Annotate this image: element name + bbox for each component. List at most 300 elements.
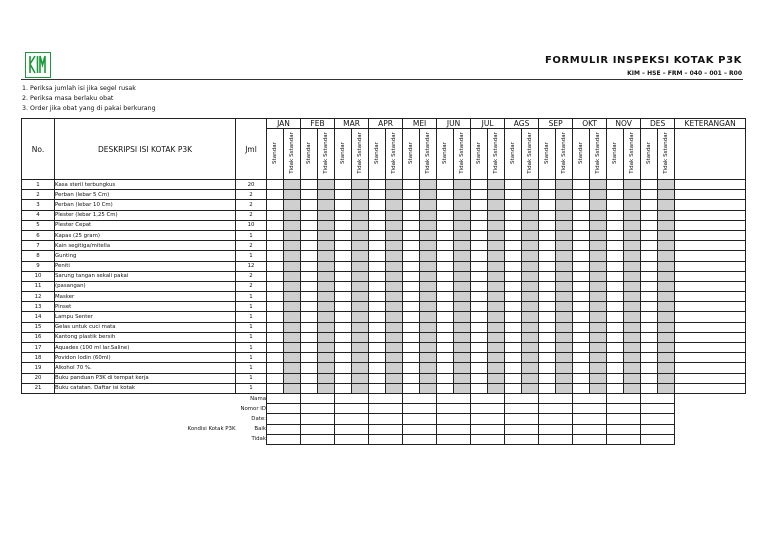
- check-cell-tidak-standar[interactable]: [590, 343, 607, 353]
- check-cell-tidak-standar[interactable]: [488, 281, 505, 291]
- check-cell-standar[interactable]: [641, 261, 658, 271]
- check-cell-tidak-standar[interactable]: [556, 292, 573, 302]
- check-cell-standar[interactable]: [335, 241, 352, 251]
- check-cell-tidak-standar[interactable]: [522, 271, 539, 281]
- check-cell-standar[interactable]: [471, 180, 488, 190]
- check-cell-tidak-standar[interactable]: [556, 363, 573, 373]
- check-cell-tidak-standar[interactable]: [420, 180, 437, 190]
- check-cell-standar[interactable]: [301, 261, 318, 271]
- check-cell-tidak-standar[interactable]: [420, 343, 437, 353]
- check-cell-standar[interactable]: [335, 261, 352, 271]
- check-cell-tidak-standar[interactable]: [386, 302, 403, 312]
- footer-input-cell[interactable]: [607, 434, 641, 444]
- check-cell-standar[interactable]: [539, 180, 556, 190]
- check-cell-standar[interactable]: [267, 220, 284, 230]
- check-cell-standar[interactable]: [607, 353, 624, 363]
- check-cell-standar[interactable]: [267, 332, 284, 342]
- check-cell-standar[interactable]: [607, 383, 624, 393]
- check-cell-tidak-standar[interactable]: [420, 353, 437, 363]
- check-cell-tidak-standar[interactable]: [488, 332, 505, 342]
- check-cell-tidak-standar[interactable]: [420, 281, 437, 291]
- footer-input-cell[interactable]: [607, 393, 641, 403]
- check-cell-standar[interactable]: [573, 363, 590, 373]
- check-cell-tidak-standar[interactable]: [284, 180, 301, 190]
- check-cell-tidak-standar[interactable]: [624, 363, 641, 373]
- check-cell-tidak-standar[interactable]: [556, 261, 573, 271]
- check-cell-tidak-standar[interactable]: [522, 312, 539, 322]
- check-cell-standar[interactable]: [267, 180, 284, 190]
- check-cell-standar[interactable]: [607, 332, 624, 342]
- check-cell-tidak-standar[interactable]: [454, 261, 471, 271]
- check-cell-standar[interactable]: [301, 210, 318, 220]
- keterangan-cell[interactable]: [675, 281, 746, 291]
- check-cell-standar[interactable]: [335, 332, 352, 342]
- keterangan-cell[interactable]: [675, 180, 746, 190]
- check-cell-tidak-standar[interactable]: [318, 373, 335, 383]
- check-cell-standar[interactable]: [437, 251, 454, 261]
- check-cell-tidak-standar[interactable]: [318, 343, 335, 353]
- check-cell-tidak-standar[interactable]: [522, 373, 539, 383]
- check-cell-tidak-standar[interactable]: [420, 200, 437, 210]
- check-cell-standar[interactable]: [369, 210, 386, 220]
- check-cell-standar[interactable]: [505, 353, 522, 363]
- check-cell-standar[interactable]: [301, 312, 318, 322]
- check-cell-tidak-standar[interactable]: [556, 383, 573, 393]
- footer-input-cell[interactable]: [403, 434, 437, 444]
- check-cell-standar[interactable]: [539, 190, 556, 200]
- keterangan-cell[interactable]: [675, 343, 746, 353]
- check-cell-tidak-standar[interactable]: [556, 343, 573, 353]
- check-cell-standar[interactable]: [267, 373, 284, 383]
- check-cell-tidak-standar[interactable]: [624, 180, 641, 190]
- check-cell-tidak-standar[interactable]: [488, 210, 505, 220]
- check-cell-standar[interactable]: [471, 210, 488, 220]
- check-cell-standar[interactable]: [573, 322, 590, 332]
- check-cell-tidak-standar[interactable]: [454, 200, 471, 210]
- footer-input-cell[interactable]: [471, 434, 505, 444]
- footer-input-cell[interactable]: [641, 414, 675, 424]
- check-cell-standar[interactable]: [301, 281, 318, 291]
- check-cell-standar[interactable]: [573, 281, 590, 291]
- check-cell-tidak-standar[interactable]: [420, 210, 437, 220]
- check-cell-standar[interactable]: [335, 230, 352, 240]
- footer-input-cell[interactable]: [437, 414, 471, 424]
- footer-input-cell[interactable]: [437, 434, 471, 444]
- check-cell-tidak-standar[interactable]: [284, 261, 301, 271]
- check-cell-standar[interactable]: [641, 383, 658, 393]
- footer-input-cell[interactable]: [301, 404, 335, 414]
- check-cell-standar[interactable]: [369, 322, 386, 332]
- check-cell-tidak-standar[interactable]: [488, 383, 505, 393]
- check-cell-standar[interactable]: [539, 383, 556, 393]
- keterangan-cell[interactable]: [675, 353, 746, 363]
- check-cell-tidak-standar[interactable]: [386, 281, 403, 291]
- check-cell-tidak-standar[interactable]: [284, 230, 301, 240]
- footer-input-cell[interactable]: [335, 393, 369, 403]
- check-cell-tidak-standar[interactable]: [590, 292, 607, 302]
- check-cell-tidak-standar[interactable]: [658, 230, 675, 240]
- check-cell-standar[interactable]: [471, 230, 488, 240]
- check-cell-standar[interactable]: [335, 312, 352, 322]
- keterangan-cell[interactable]: [675, 292, 746, 302]
- check-cell-standar[interactable]: [335, 292, 352, 302]
- check-cell-standar[interactable]: [301, 322, 318, 332]
- check-cell-tidak-standar[interactable]: [624, 251, 641, 261]
- check-cell-tidak-standar[interactable]: [488, 190, 505, 200]
- check-cell-tidak-standar[interactable]: [454, 251, 471, 261]
- check-cell-tidak-standar[interactable]: [488, 230, 505, 240]
- footer-input-cell[interactable]: [505, 434, 539, 444]
- check-cell-tidak-standar[interactable]: [284, 190, 301, 200]
- check-cell-tidak-standar[interactable]: [454, 241, 471, 251]
- check-cell-standar[interactable]: [335, 281, 352, 291]
- check-cell-standar[interactable]: [301, 383, 318, 393]
- check-cell-tidak-standar[interactable]: [658, 251, 675, 261]
- check-cell-tidak-standar[interactable]: [658, 271, 675, 281]
- keterangan-cell[interactable]: [675, 251, 746, 261]
- check-cell-standar[interactable]: [641, 180, 658, 190]
- check-cell-tidak-standar[interactable]: [590, 312, 607, 322]
- check-cell-tidak-standar[interactable]: [284, 200, 301, 210]
- check-cell-tidak-standar[interactable]: [556, 180, 573, 190]
- check-cell-tidak-standar[interactable]: [522, 383, 539, 393]
- footer-input-cell[interactable]: [437, 393, 471, 403]
- check-cell-tidak-standar[interactable]: [318, 292, 335, 302]
- check-cell-standar[interactable]: [437, 332, 454, 342]
- check-cell-standar[interactable]: [641, 210, 658, 220]
- check-cell-tidak-standar[interactable]: [488, 200, 505, 210]
- check-cell-standar[interactable]: [437, 353, 454, 363]
- check-cell-tidak-standar[interactable]: [488, 271, 505, 281]
- check-cell-tidak-standar[interactable]: [556, 241, 573, 251]
- keterangan-cell[interactable]: [675, 332, 746, 342]
- check-cell-standar[interactable]: [607, 200, 624, 210]
- footer-input-cell[interactable]: [573, 393, 607, 403]
- check-cell-tidak-standar[interactable]: [590, 261, 607, 271]
- footer-input-cell[interactable]: [607, 424, 641, 434]
- check-cell-tidak-standar[interactable]: [590, 373, 607, 383]
- footer-input-cell[interactable]: [335, 434, 369, 444]
- check-cell-tidak-standar[interactable]: [352, 383, 369, 393]
- check-cell-standar[interactable]: [539, 210, 556, 220]
- footer-input-cell[interactable]: [301, 434, 335, 444]
- check-cell-tidak-standar[interactable]: [590, 302, 607, 312]
- check-cell-tidak-standar[interactable]: [386, 241, 403, 251]
- check-cell-tidak-standar[interactable]: [454, 180, 471, 190]
- check-cell-tidak-standar[interactable]: [522, 180, 539, 190]
- check-cell-tidak-standar[interactable]: [488, 302, 505, 312]
- check-cell-tidak-standar[interactable]: [386, 190, 403, 200]
- check-cell-standar[interactable]: [369, 302, 386, 312]
- footer-input-cell[interactable]: [369, 434, 403, 444]
- check-cell-tidak-standar[interactable]: [420, 332, 437, 342]
- check-cell-tidak-standar[interactable]: [352, 230, 369, 240]
- check-cell-standar[interactable]: [403, 373, 420, 383]
- footer-input-cell[interactable]: [437, 424, 471, 434]
- check-cell-tidak-standar[interactable]: [420, 261, 437, 271]
- check-cell-tidak-standar[interactable]: [386, 200, 403, 210]
- check-cell-tidak-standar[interactable]: [590, 200, 607, 210]
- check-cell-standar[interactable]: [471, 200, 488, 210]
- check-cell-standar[interactable]: [539, 292, 556, 302]
- check-cell-tidak-standar[interactable]: [488, 180, 505, 190]
- check-cell-standar[interactable]: [403, 322, 420, 332]
- check-cell-tidak-standar[interactable]: [420, 230, 437, 240]
- check-cell-tidak-standar[interactable]: [352, 363, 369, 373]
- check-cell-standar[interactable]: [641, 292, 658, 302]
- check-cell-standar[interactable]: [505, 200, 522, 210]
- check-cell-tidak-standar[interactable]: [522, 190, 539, 200]
- check-cell-tidak-standar[interactable]: [454, 322, 471, 332]
- check-cell-tidak-standar[interactable]: [590, 180, 607, 190]
- check-cell-standar[interactable]: [607, 210, 624, 220]
- check-cell-tidak-standar[interactable]: [318, 180, 335, 190]
- footer-input-cell[interactable]: [335, 414, 369, 424]
- check-cell-tidak-standar[interactable]: [488, 241, 505, 251]
- check-cell-standar[interactable]: [267, 343, 284, 353]
- check-cell-tidak-standar[interactable]: [556, 251, 573, 261]
- check-cell-tidak-standar[interactable]: [590, 230, 607, 240]
- check-cell-tidak-standar[interactable]: [488, 322, 505, 332]
- check-cell-standar[interactable]: [267, 241, 284, 251]
- check-cell-tidak-standar[interactable]: [454, 383, 471, 393]
- check-cell-tidak-standar[interactable]: [284, 302, 301, 312]
- check-cell-standar[interactable]: [437, 373, 454, 383]
- keterangan-cell[interactable]: [675, 363, 746, 373]
- check-cell-standar[interactable]: [267, 353, 284, 363]
- footer-input-cell[interactable]: [607, 414, 641, 424]
- check-cell-tidak-standar[interactable]: [318, 251, 335, 261]
- footer-input-cell[interactable]: [573, 404, 607, 414]
- footer-input-cell[interactable]: [471, 393, 505, 403]
- check-cell-tidak-standar[interactable]: [522, 302, 539, 312]
- check-cell-standar[interactable]: [403, 281, 420, 291]
- keterangan-cell[interactable]: [675, 230, 746, 240]
- check-cell-tidak-standar[interactable]: [386, 383, 403, 393]
- check-cell-standar[interactable]: [335, 353, 352, 363]
- check-cell-tidak-standar[interactable]: [624, 190, 641, 200]
- check-cell-standar[interactable]: [437, 363, 454, 373]
- check-cell-standar[interactable]: [539, 230, 556, 240]
- check-cell-standar[interactable]: [505, 322, 522, 332]
- check-cell-standar[interactable]: [335, 210, 352, 220]
- check-cell-tidak-standar[interactable]: [284, 373, 301, 383]
- check-cell-standar[interactable]: [607, 261, 624, 271]
- check-cell-tidak-standar[interactable]: [284, 363, 301, 373]
- check-cell-tidak-standar[interactable]: [556, 373, 573, 383]
- footer-input-cell[interactable]: [539, 393, 573, 403]
- check-cell-standar[interactable]: [301, 220, 318, 230]
- check-cell-tidak-standar[interactable]: [318, 190, 335, 200]
- check-cell-tidak-standar[interactable]: [386, 251, 403, 261]
- check-cell-tidak-standar[interactable]: [488, 363, 505, 373]
- check-cell-standar[interactable]: [505, 251, 522, 261]
- check-cell-standar[interactable]: [607, 271, 624, 281]
- check-cell-standar[interactable]: [301, 230, 318, 240]
- check-cell-standar[interactable]: [505, 230, 522, 240]
- check-cell-tidak-standar[interactable]: [284, 383, 301, 393]
- check-cell-standar[interactable]: [267, 210, 284, 220]
- check-cell-tidak-standar[interactable]: [658, 261, 675, 271]
- check-cell-tidak-standar[interactable]: [352, 353, 369, 363]
- check-cell-standar[interactable]: [573, 332, 590, 342]
- check-cell-standar[interactable]: [505, 180, 522, 190]
- check-cell-standar[interactable]: [505, 302, 522, 312]
- check-cell-tidak-standar[interactable]: [624, 271, 641, 281]
- check-cell-tidak-standar[interactable]: [386, 373, 403, 383]
- check-cell-tidak-standar[interactable]: [624, 261, 641, 271]
- check-cell-tidak-standar[interactable]: [590, 383, 607, 393]
- check-cell-standar[interactable]: [641, 281, 658, 291]
- check-cell-standar[interactable]: [267, 230, 284, 240]
- check-cell-tidak-standar[interactable]: [522, 230, 539, 240]
- check-cell-tidak-standar[interactable]: [522, 210, 539, 220]
- check-cell-standar[interactable]: [641, 302, 658, 312]
- footer-input-cell[interactable]: [301, 393, 335, 403]
- check-cell-standar[interactable]: [505, 271, 522, 281]
- check-cell-tidak-standar[interactable]: [284, 353, 301, 363]
- footer-input-cell[interactable]: [539, 434, 573, 444]
- check-cell-standar[interactable]: [607, 343, 624, 353]
- check-cell-standar[interactable]: [539, 322, 556, 332]
- footer-input-cell[interactable]: [301, 424, 335, 434]
- check-cell-standar[interactable]: [641, 190, 658, 200]
- check-cell-standar[interactable]: [471, 383, 488, 393]
- check-cell-standar[interactable]: [641, 322, 658, 332]
- keterangan-cell[interactable]: [675, 190, 746, 200]
- check-cell-standar[interactable]: [607, 190, 624, 200]
- check-cell-standar[interactable]: [437, 180, 454, 190]
- check-cell-standar[interactable]: [505, 332, 522, 342]
- check-cell-standar[interactable]: [267, 281, 284, 291]
- check-cell-standar[interactable]: [573, 220, 590, 230]
- check-cell-tidak-standar[interactable]: [624, 343, 641, 353]
- check-cell-standar[interactable]: [573, 230, 590, 240]
- check-cell-tidak-standar[interactable]: [420, 312, 437, 322]
- check-cell-tidak-standar[interactable]: [454, 302, 471, 312]
- check-cell-tidak-standar[interactable]: [454, 230, 471, 240]
- check-cell-standar[interactable]: [335, 190, 352, 200]
- check-cell-standar[interactable]: [573, 190, 590, 200]
- check-cell-tidak-standar[interactable]: [590, 353, 607, 363]
- check-cell-tidak-standar[interactable]: [420, 363, 437, 373]
- check-cell-standar[interactable]: [573, 312, 590, 322]
- check-cell-tidak-standar[interactable]: [624, 322, 641, 332]
- check-cell-standar[interactable]: [335, 383, 352, 393]
- check-cell-tidak-standar[interactable]: [522, 251, 539, 261]
- check-cell-tidak-standar[interactable]: [352, 251, 369, 261]
- check-cell-tidak-standar[interactable]: [556, 271, 573, 281]
- check-cell-tidak-standar[interactable]: [386, 322, 403, 332]
- check-cell-standar[interactable]: [335, 343, 352, 353]
- check-cell-standar[interactable]: [641, 373, 658, 383]
- check-cell-tidak-standar[interactable]: [658, 322, 675, 332]
- check-cell-tidak-standar[interactable]: [556, 220, 573, 230]
- check-cell-tidak-standar[interactable]: [352, 271, 369, 281]
- check-cell-tidak-standar[interactable]: [522, 363, 539, 373]
- footer-input-cell[interactable]: [607, 404, 641, 414]
- check-cell-standar[interactable]: [403, 332, 420, 342]
- check-cell-standar[interactable]: [301, 343, 318, 353]
- check-cell-standar[interactable]: [403, 230, 420, 240]
- footer-input-cell[interactable]: [471, 414, 505, 424]
- footer-input-cell[interactable]: [437, 404, 471, 414]
- check-cell-tidak-standar[interactable]: [658, 190, 675, 200]
- check-cell-standar[interactable]: [471, 220, 488, 230]
- check-cell-standar[interactable]: [267, 261, 284, 271]
- check-cell-standar[interactable]: [369, 251, 386, 261]
- check-cell-tidak-standar[interactable]: [454, 353, 471, 363]
- check-cell-standar[interactable]: [267, 322, 284, 332]
- check-cell-tidak-standar[interactable]: [420, 241, 437, 251]
- check-cell-standar[interactable]: [301, 180, 318, 190]
- check-cell-tidak-standar[interactable]: [624, 373, 641, 383]
- check-cell-standar[interactable]: [301, 251, 318, 261]
- check-cell-standar[interactable]: [301, 292, 318, 302]
- check-cell-tidak-standar[interactable]: [386, 363, 403, 373]
- check-cell-standar[interactable]: [573, 271, 590, 281]
- check-cell-tidak-standar[interactable]: [522, 241, 539, 251]
- check-cell-standar[interactable]: [335, 373, 352, 383]
- keterangan-cell[interactable]: [675, 241, 746, 251]
- check-cell-tidak-standar[interactable]: [624, 230, 641, 240]
- check-cell-standar[interactable]: [437, 261, 454, 271]
- check-cell-tidak-standar[interactable]: [284, 251, 301, 261]
- check-cell-standar[interactable]: [369, 373, 386, 383]
- check-cell-standar[interactable]: [369, 261, 386, 271]
- check-cell-tidak-standar[interactable]: [624, 241, 641, 251]
- keterangan-cell[interactable]: [675, 302, 746, 312]
- check-cell-tidak-standar[interactable]: [454, 343, 471, 353]
- check-cell-tidak-standar[interactable]: [318, 271, 335, 281]
- check-cell-tidak-standar[interactable]: [590, 210, 607, 220]
- check-cell-tidak-standar[interactable]: [420, 190, 437, 200]
- check-cell-standar[interactable]: [607, 180, 624, 190]
- check-cell-standar[interactable]: [437, 210, 454, 220]
- check-cell-standar[interactable]: [471, 292, 488, 302]
- footer-input-cell[interactable]: [335, 424, 369, 434]
- check-cell-tidak-standar[interactable]: [590, 322, 607, 332]
- check-cell-standar[interactable]: [437, 302, 454, 312]
- check-cell-tidak-standar[interactable]: [352, 261, 369, 271]
- check-cell-standar[interactable]: [471, 271, 488, 281]
- check-cell-standar[interactable]: [505, 292, 522, 302]
- check-cell-standar[interactable]: [471, 281, 488, 291]
- check-cell-standar[interactable]: [301, 200, 318, 210]
- check-cell-standar[interactable]: [267, 251, 284, 261]
- check-cell-tidak-standar[interactable]: [658, 200, 675, 210]
- footer-input-cell[interactable]: [403, 414, 437, 424]
- check-cell-standar[interactable]: [641, 220, 658, 230]
- footer-input-cell[interactable]: [641, 424, 675, 434]
- check-cell-standar[interactable]: [267, 292, 284, 302]
- check-cell-tidak-standar[interactable]: [386, 230, 403, 240]
- check-cell-standar[interactable]: [641, 230, 658, 240]
- check-cell-tidak-standar[interactable]: [318, 322, 335, 332]
- check-cell-tidak-standar[interactable]: [420, 292, 437, 302]
- check-cell-tidak-standar[interactable]: [590, 271, 607, 281]
- footer-input-cell[interactable]: [505, 424, 539, 434]
- check-cell-standar[interactable]: [437, 322, 454, 332]
- check-cell-tidak-standar[interactable]: [488, 312, 505, 322]
- check-cell-standar[interactable]: [573, 302, 590, 312]
- footer-input-cell[interactable]: [471, 404, 505, 414]
- keterangan-cell[interactable]: [675, 261, 746, 271]
- check-cell-tidak-standar[interactable]: [352, 200, 369, 210]
- keterangan-cell[interactable]: [675, 373, 746, 383]
- footer-input-cell[interactable]: [267, 404, 301, 414]
- check-cell-standar[interactable]: [437, 241, 454, 251]
